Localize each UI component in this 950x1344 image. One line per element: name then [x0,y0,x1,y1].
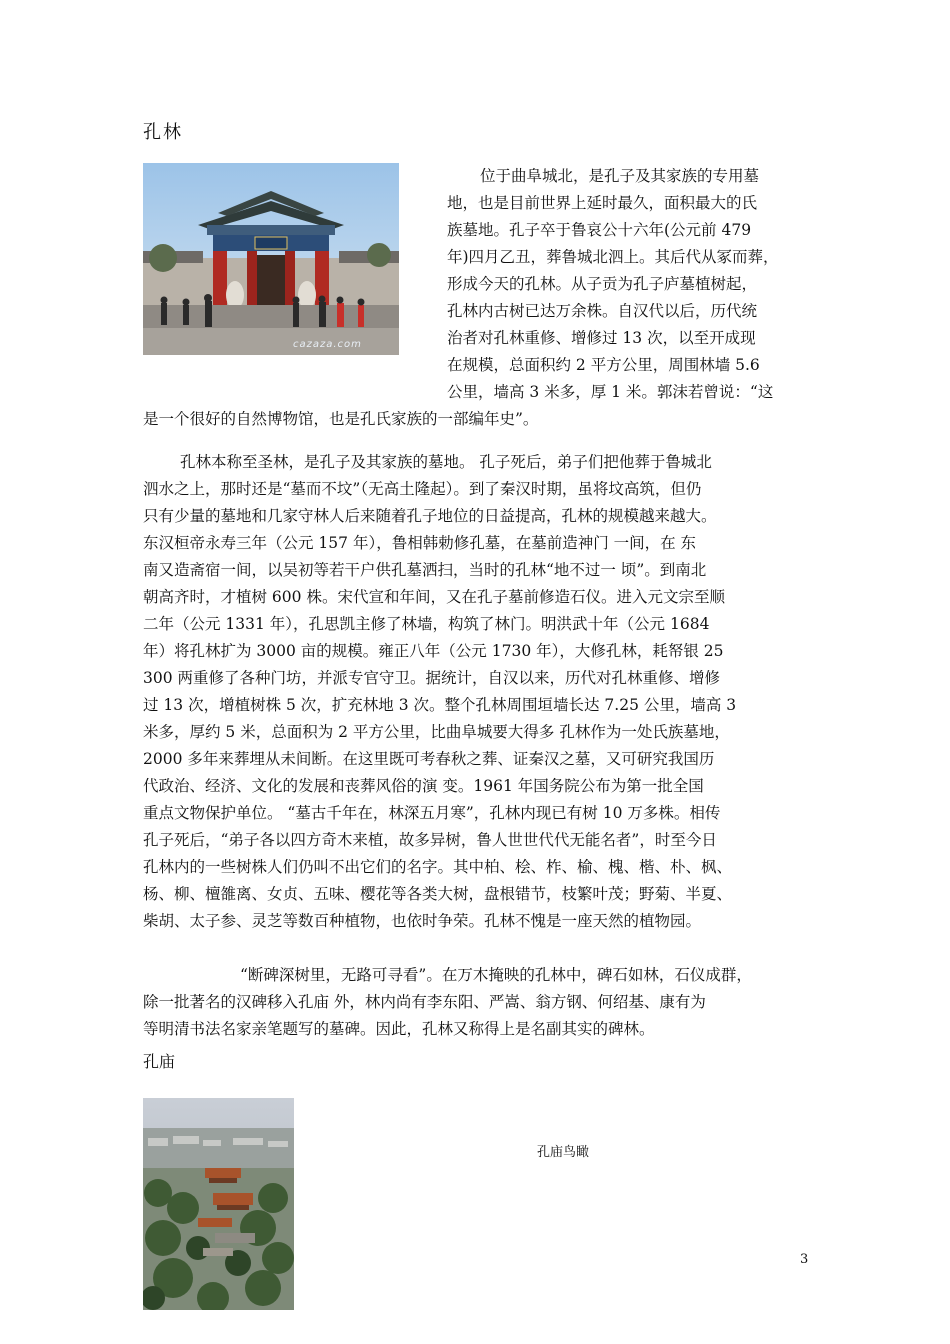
para2-line: 柴胡、太子参、灵芝等数百种植物，也依时争荣。孔林不愧是一座天然的植物园。 [143,912,702,930]
photo-watermark: cazaza.com [293,339,362,350]
kongmiao-aerial-photo [143,1098,294,1310]
para1-line: 公里，墙高 3 米多，厚 1 米。郭沫若曾说：“这 [447,383,774,401]
para2-line: 代政治、经济、文化的发展和丧葬风俗的演 变。1961 年国务院公布为第一批全国 [143,777,704,795]
para1-line: 孔林内古树已达万余株。自汉代以后，历代统 [447,302,758,320]
para2-line: 二年（公元 1331 年），孔思凯主修了林墙，构筑了林门。明洪武十年（公元 1684 [143,615,710,633]
para2-line: 东汉桓帝永寿三年（公元 157 年），鲁相韩勅修孔墓，在墓前造神门 一间，在 东 [143,534,697,552]
para1-line: 治者对孔林重修、增修过 13 次，以至开成现 [447,329,756,347]
para2-line: 米多，厚约 5 米，总面积为 2 平方公里，比曲阜城要大得多 孔林作为一处氏族墓地， [143,723,730,741]
para1-line: 位于曲阜城北，是孔子及其家族的专用墓 [480,167,760,185]
konglin-gate-photo [143,163,399,355]
para2-line: 孔子死后，“弟子各以四方奇木来植，故多异树，鲁人世世代代无能名者”，时至今日 [143,831,717,849]
para1-line: 年)四月乙丑，葬鲁城北泗上。其后代从冢而葬， [447,248,779,266]
para2-line: 泗水之上，那时还是“墓而不坟”（无高土隆起）。到了秦汉时期，虽将坟高筑，但仍 [143,480,702,498]
para1-line: 地，也是目前世界上延时最久，面积最大的氏 [447,194,758,212]
para2-line: 孔林本称至圣林，是孔子及其家族的墓地。 孔子死后，弟子们把他葬于鲁城北 [180,453,712,471]
para1-line: 形成今天的孔林。从子贡为孔子庐墓植树起， [447,275,758,293]
para2-line: 朝高齐时，才植树 600 株。宋代宣和年间，又在孔子墓前修造石仪。进入元文宗至顺 [143,588,725,606]
para2-line: 过 13 次，增植树株 5 次，扩充林地 3 次。整个孔林周围垣墙长达 7.25 公里，墙高 3 [143,696,737,714]
para2-line: 300 两重修了各种门坊，并派专官守卫。据统计，自汉以来，历代对孔林重修、增修 [143,669,721,687]
para2-line: 重点文物保护单位。 “墓古千年在，林深五月寒”，孔林内现已有树 10 万多株。相传 [143,804,721,822]
para2-line: 南又造斋宿一间，以吴初等若干户供孔墓洒扫，当时的孔林“地不过一 顷”。到南北 [143,561,707,579]
para2-line: 2000 多年来葬埋从未间断。在这里既可考春秋之葬、证秦汉之墓，又可研究我国历 [143,750,715,768]
para1-line: 是一个很好的自然博物馆，也是孔氏家族的一部编年史”。 [143,410,539,428]
para1-line: 族墓地。孔子卒于鲁哀公十六年(公元前 479 [447,221,752,239]
aerial-photo-caption: 孔庙鸟瞰 [537,1145,590,1160]
section-title-konglin: 孔林 [143,122,183,143]
para3-line: 除一批著名的汉碑移入孔庙 外，林内尚有李东阳、严嵩、翁方钢、何绍基、康有为 [143,993,706,1011]
para2-line: 杨、柳、檀雒离、女贞、五味、樱花等各类大树，盘根错节，枝繁叶茂；野菊、半夏、 [143,885,733,903]
page-number: 3 [800,1252,809,1267]
para1-line: 在规模，总面积约 2 平方公里，周围林墙 5.6 [447,356,760,374]
para2-line: 只有少量的墓地和几家守林人后来随着孔子地位的日益提高，孔林的规模越来越大。 [143,507,717,525]
para2-line: 孔林内的一些树株人们仍叫不出它们的名字。其中柏、桧、柞、榆、槐、楷、朴、枫、 [143,858,733,876]
section-title-kongmiao: 孔庙 [143,1052,176,1071]
para2-line: 年）将孔林扩为 3000 亩的规模。雍正八年（公元 1730 年），大修孔林，耗帑银 25 [143,642,724,660]
para3-line: “断碑深树里，无路可寻看”。在万木掩映的孔林中，碑石如林，石仪成群， [240,966,752,984]
para3-line: 等明清书法名家亲笔题写的墓碑。因此，孔林又称得上是名副其实的碑林。 [143,1020,655,1038]
